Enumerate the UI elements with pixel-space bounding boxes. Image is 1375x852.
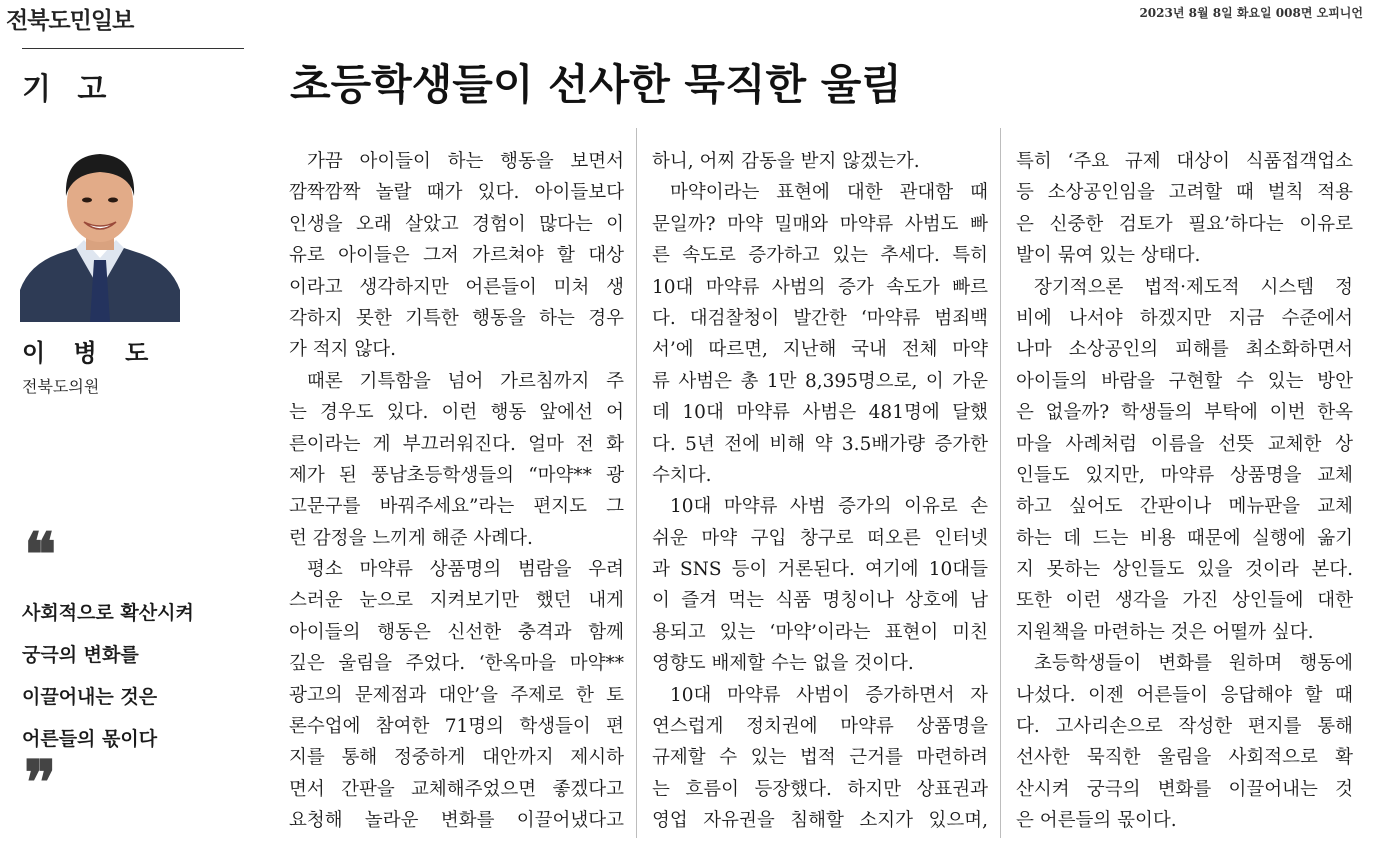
- article-text-line: 가끔 아이들이 하는 행동을 보면서: [307, 151, 624, 172]
- article-column-3: [1016, 146, 1353, 837]
- article-text-line: 광고의 문제점과 대안’을 주제로 한 토: [289, 684, 624, 706]
- article-text-line: 과 SNS 등이 거론된다. 여기에 10대들: [652, 559, 988, 581]
- article-text-line: 지를 통해 정중하게 대안까지 제시하: [289, 747, 624, 769]
- article-text-line: 깜짝깜짝 놀랄 때가 있다. 아이들보다: [289, 182, 624, 204]
- article-text-line: 스러운 눈으로 지켜보기만 했던 내게: [289, 590, 624, 612]
- article-text-line: 10대 마약류 사범이 증가하면서 자: [670, 684, 988, 706]
- section-label: 기 고: [22, 72, 115, 107]
- newspaper-name: 전북도민일보: [6, 7, 134, 34]
- article-text-line: 영업 자유권을 침해할 소지가 있으며,: [652, 810, 988, 832]
- article-text-line: 지 못하는 상인들도 있을 것이라 본다.: [1016, 559, 1353, 581]
- article-text-line: 인들도 있지만, 마약류 상품명을 교체: [1016, 464, 1353, 486]
- article-text-line: 이 즐겨 먹는 식품 명칭이나 상호에 남: [652, 590, 988, 612]
- publication-date-section: 2023년 8월 8일 화요일 008면 오피니언: [1139, 6, 1363, 20]
- open-quote-icon: ❝: [24, 520, 57, 590]
- close-quote-icon: ❞: [24, 748, 57, 818]
- article-text-line: 인생을 오래 살았고 경험이 많다는 이: [289, 213, 624, 235]
- article-text-line: 아이들의 행동은 신선한 충격과 함께: [289, 621, 624, 643]
- article-text-line: 면서 간판을 교체해주었으면 좋겠다고: [289, 778, 624, 800]
- author-title: 전북도의원: [22, 377, 100, 396]
- article-text-line: 때론 기특함을 넘어 가르침까지 주: [307, 370, 624, 392]
- article-text-line: 산시켜 궁극의 변화를 이끌어내는 것: [1016, 778, 1353, 800]
- article-text-line: 또한 이런 생각을 가진 상인들에 대한: [1016, 590, 1353, 612]
- pull-quote-line: 사회적으로 확산시켜: [22, 602, 194, 624]
- article-text-line: 서’에 따르면, 지난해 국내 전체 마약: [652, 339, 988, 361]
- pull-quote: [22, 592, 252, 760]
- article-text-line: 연스럽게 정치권에 마약류 상품명을: [652, 716, 988, 738]
- article-text-line: 장기적으론 법적·제도적 시스템 정: [1034, 276, 1353, 298]
- article-text-line: 용되고 있는 ‘마약’이라는 표현이 미친: [652, 621, 988, 643]
- article-text-line: 가 적지 않다.: [289, 339, 396, 361]
- article-column-1: [289, 146, 624, 837]
- article-text-line: 다. 고사리손으로 작성한 편지를 통해: [1016, 716, 1353, 738]
- article-headline: 초등학생들이 선사한 묵직한 울림: [290, 60, 902, 109]
- author-portrait-image: [20, 140, 180, 322]
- article-text-line: 깊은 울림을 주었다. ‘한옥마을 마약**: [289, 653, 624, 675]
- article-text-line: 규제할 수 있는 법적 근거를 마련하려: [652, 747, 988, 769]
- article-text-line: 이라고 생각하지만 어른들이 미처 생: [289, 276, 624, 298]
- article-text-line: 은 어른들의 몫이다.: [1016, 810, 1177, 832]
- article-text-line: 은 신중한 검토가 필요’하다는 이유로: [1016, 213, 1353, 235]
- article-text-line: 문일까? 마약 밀매와 마약류 사범도 빠: [652, 213, 988, 235]
- article-text-line: 비에 나서야 하겠지만 지금 수준에서: [1016, 307, 1353, 329]
- article-text-line: 는 흐름이 등장했다. 하지만 상표권과: [652, 778, 988, 800]
- article-text-line: 지원책을 마련하는 것은 어떨까 싶다.: [1016, 621, 1314, 643]
- article-text-line: 는 경우도 있다. 이런 행동 앞에선 어: [289, 402, 624, 424]
- article-text-line: 수치다.: [652, 464, 712, 486]
- column-divider: [1000, 128, 1001, 838]
- article-text-line: 발이 묶여 있는 상태다.: [1016, 245, 1201, 267]
- article-text-line: 유로 아이들은 그저 가르쳐야 할 대상: [289, 245, 624, 267]
- article-text-line: 제가 된 풍남초등학생들의 “마약** 광: [289, 464, 624, 486]
- article-text-line: 하니, 어찌 감동을 받지 않겠는가.: [652, 151, 920, 172]
- pull-quote-line: 이끌어내는 것은: [22, 686, 158, 708]
- pull-quote-line: 궁극의 변화를: [22, 644, 139, 666]
- article-text-line: 마약이라는 표현에 대한 관대함 때: [670, 182, 988, 204]
- article-text-line: 하는 데 드는 비용 때문에 실행에 옮기: [1016, 527, 1353, 549]
- article-text-line: 나마 소상공인의 피해를 최소화하면서: [1016, 339, 1353, 361]
- article-text-line: 10대 마약류 사범 증가의 이유로 손: [670, 496, 988, 518]
- article-text-line: 다. 대검찰청이 발간한 ‘마약류 범죄백: [652, 307, 988, 329]
- pull-quote-line: 어른들의 몫이다: [22, 728, 158, 750]
- author-photo: [20, 140, 180, 322]
- article-text-line: 쉬운 마약 구입 창구로 떠오른 인터넷: [652, 527, 988, 549]
- article-text-line: 10대 마약류 사범의 증가 속도가 빠르: [652, 276, 988, 298]
- article-text-line: 아이들의 바람을 구현할 수 있는 방안: [1016, 370, 1353, 392]
- article-text-line: 고문구를 바꿔주세요”라는 편지도 그: [289, 496, 624, 518]
- article-text-line: 요청해 놀라운 변화를 이끌어냈다고: [289, 810, 624, 832]
- article-text-line: 초등학생들이 변화를 원하며 행동에: [1034, 653, 1353, 675]
- column-divider: [636, 128, 637, 838]
- article-text-line: 하고 싶어도 간판이나 메뉴판을 교체: [1016, 496, 1353, 518]
- article-text-line: 나섰다. 이젠 어른들이 응답해야 할 때: [1016, 684, 1353, 706]
- article-text-line: 은 없을까? 학생들의 부탁에 이번 한옥: [1016, 402, 1353, 424]
- article-text-line: 특히 ‘주요 규제 대상이 식품접객업소: [1016, 151, 1353, 172]
- article-text-line: 등 소상공인임을 고려할 때 벌칙 적용: [1016, 182, 1353, 204]
- article-text-line: 른 속도로 증가하고 있는 추세다. 특히: [652, 245, 988, 267]
- author-name: 이 병 도: [22, 339, 159, 367]
- article-text-line: 데 10대 마약류 사범은 481명에 달했: [652, 402, 988, 424]
- article-text-line: 평소 마약류 상품명의 범람을 우려: [307, 559, 624, 581]
- article-text-line: 선사한 묵직한 울림을 사회적으로 확: [1016, 747, 1353, 769]
- article-text-line: 영향도 배제할 수는 없을 것이다.: [652, 653, 914, 675]
- article-text-line: 런 감정을 느끼게 해준 사례다.: [289, 527, 533, 549]
- article-text-line: 마을 사례처럼 이름을 선뜻 교체한 상: [1016, 433, 1353, 455]
- article-text-line: 다. 5년 전에 비해 약 3.5배가량 증가한: [652, 433, 988, 455]
- section-rule: [22, 48, 244, 49]
- article-text-line: 른이라는 게 부끄러워진다. 얼마 전 화: [289, 433, 624, 455]
- article-column-2: [652, 146, 988, 837]
- article-text-line: 류 사범은 총 1만 8,395명으로, 이 가운: [652, 370, 988, 392]
- article-text-line: 론수업에 참여한 71명의 학생들이 편: [289, 716, 624, 738]
- article-text-line: 각하지 못한 기특한 행동을 하는 경우: [289, 307, 624, 329]
